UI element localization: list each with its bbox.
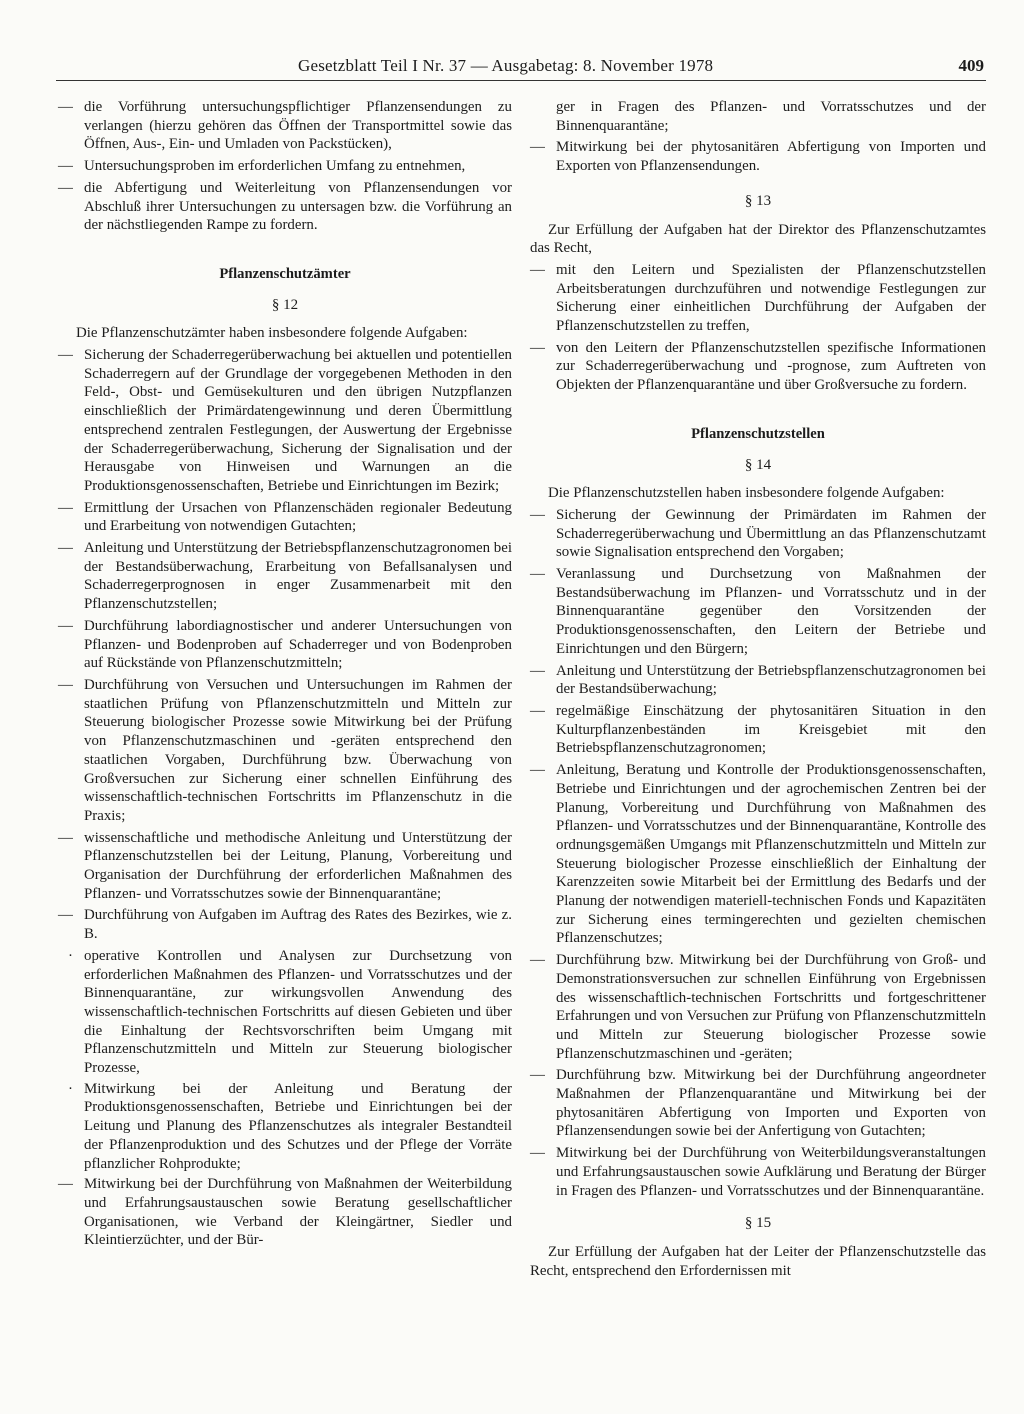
paragraph: Die Pflanzenschutzämter haben insbesondere folgende Aufgaben:	[76, 325, 468, 342]
list-item: — Mitwirkung bei der phytosanitären Abfertigung von Importen und Exporten von Pflanzensendungen.	[530, 139, 986, 175]
list-item: — Sicherung der Gewinnung der Primärdaten im Rahmen der Schaderregerüberwachung und Übermittlung an das Pflanzenschutzamt sowie Signalisation entsprechend den Vorgaben;	[530, 506, 986, 561]
sub-list-item: · Mitwirkung bei der Anleitung und Beratung der Produktionsgenossenschaften, Betriebe und Einrichtungen bei der Leitung und Planung des Pflanzenschutzes als integraler Bestandteil der Pflanzenproduktion und des Schutzes und der Pflege der Vorräte pflanzlicher Rohprodukte;	[68, 1080, 512, 1172]
list-item: — Durchführung bzw. Mitwirkung bei der Durchführung von Groß- und Demonstrationsversuchen zur schnellen Einführung von Ergebnissen des wissenschaftlich-technischen Fortschritts und fortgeschrittener Erfahrungen und von Versuchen zur Prüfung von Pflanzenschutzmitteln und Mitteln zur Steuerung biologischer Prozesse sowie Pflanzenschutzmaschinen und -geräten;	[530, 952, 986, 1062]
page-header	[298, 56, 984, 82]
list-item: — Sicherung der Schaderregerüberwachung bei aktuellen und potentiellen Schaderregern auf der Grundlage der vorgegebenen Methoden in den Feld-, Obst- und Gemüsekulturen und den übrigen Nutzpflanzen einschließlich der Primärdatengewinnung und deren Übermittlung entsprechend zentralen Festlegungen, der Auswertung der Ergebnisse der Schaderregerüberwachung, Sicherung der Signalisation und der Herausgabe von Hinweisen und Warnungen an die Produktionsgenossenschaften, Betriebe und Einrichtungen im Bezirk;	[58, 347, 512, 494]
list-item: — regelmäßige Einschätzung der phytosanitären Situation in den Kulturpflanzenbeständen im Kreisgebiet mit den Betriebspflanzenschutzagronomen;	[530, 702, 986, 757]
continued-text: ger in Fragen des Pflanzen- und Vorratsschutzes und der Binnenquarantäne;	[556, 99, 986, 134]
section-number: § 12	[271, 296, 299, 313]
header-title: Gesetzblatt Teil I Nr. 37 — Ausgabetag: 8. November 1978	[298, 56, 714, 75]
paragraph: Zur Erfüllung der Aufgaben hat der Direktor des Pflanzenschutzamtes das Recht,	[530, 221, 986, 257]
header-rule	[56, 80, 986, 81]
list-item: — wissenschaftliche und methodische Anleitung und Unterstützung der Pflanzenschutzstellen bei der Leitung, Planung, Vorbereitung und Organisation der Durchführung der erforderlichen Maßnahmen des Pflanzen- und Vorratsschutzes sowie der Binnenquarantäne;	[58, 829, 512, 902]
right-column	[530, 98, 986, 1283]
list-item: — Untersuchungsproben im erforderlichen Umfang zu entnehmen,	[58, 158, 466, 175]
page-number: 409	[958, 56, 984, 75]
paragraph: Die Pflanzenschutzstellen haben insbesondere folgende Aufgaben:	[548, 485, 945, 502]
sub-list-item: · operative Kontrollen und Analysen zur Durchsetzung von erforderlichen Maßnahmen des Pflanzen- und Vorratsschutzes und der Binnenquarantäne, zur wirkungsvollen Anwendung des wissenschaftlich-technischen Fortschritts auf diesen Gebieten und über die Einhaltung der Rechtsvorschriften beim Umgang mit Pflanzenschutzmitteln und Mitteln zur Steuerung biologischer Prozesse,	[68, 947, 512, 1077]
list-item: — die Vorführung untersuchungspflichtiger Pflanzensendungen zu verlangen (hierzu gehören das Öffnen der Transportmittel sowie das Öffnen, Aus-, Ein- und Umladen von Packstücken),	[58, 99, 512, 153]
list-item: — Mitwirkung bei der Durchführung von Weiterbildungsveranstaltungen und Erfahrungsaustauschen sowie Aufklärung und Beratung der Bürger in Fragen des Pflanzen- und Vorratsschutzes und der Binnenquarantäne.	[530, 1145, 986, 1199]
list-item: — Ermittlung der Ursachen von Pflanzenschäden regionaler Bedeutung und Erarbeitung von notwendigen Gutachten;	[58, 499, 512, 535]
left-column	[58, 98, 512, 1253]
list-item: — Durchführung von Versuchen und Untersuchungen im Rahmen der staatlichen Prüfung von Pflanzenschutzmitteln und Mitteln zur Steuerung biologischer Prozesse sowie Mitwirkung bei der Prüfung von Pflanzenschutzmaschinen und -geräten entsprechend den staatlichen Vorgaben, Durchführung bzw. Überwachung von Großversuchen zur Sicherung einer schnellen Einführung des wissenschaftlich-technischen Fortschritts im Pflanzenschutz in die Praxis;	[58, 676, 512, 824]
list-item: — die Abfertigung und Weiterleitung von Pflanzensendungen vor Abschluß ihrer Untersuchungen zu untersagen bzw. die Vorführung an der nächstliegenden Rampe zu fordern.	[58, 179, 512, 234]
list-item: — Mitwirkung bei der Durchführung von Maßnahmen der Weiterbildung und Erfahrungsaustauschen sowie Beratung gesellschaftlicher Organisationen, wie Verband der Kleingärtner, Siedler und Kleintierzüchter, und der Bür-	[58, 1176, 512, 1249]
section-number: § 13	[744, 192, 772, 209]
section-number: § 14	[744, 456, 772, 473]
section-heading: Pflanzenschutzämter	[219, 265, 351, 282]
list-item: — Anleitung und Unterstützung der Betriebspflanzenschutzagronomen bei der Bestandsüberwachung;	[530, 662, 986, 698]
section-heading: Pflanzenschutzstellen	[691, 425, 825, 442]
list-item: — Durchführung labordiagnostischer und anderer Untersuchungen von Pflanzen- und Bodenproben auf Schaderreger und von Bodenproben auf Rückstände von Pflanzenschutzmitteln;	[58, 617, 512, 672]
list-item: — Anleitung, Beratung und Kontrolle der Produktionsgenossenschaften, Betriebe und Einrichtungen und der agrochemischen Zentren bei der Planung, Vorbereitung und Durchführung von Maßnahmen des Pflanzen- und Vorratsschutzes und der Binnenquarantäne, Kontrolle des ordnungsgemäßen Umgangs mit Pflanzenschutzmitteln und Mitteln zur Steuerung biologischer Prozesse einschließlich der Einhaltung der Karenzzeiten sowie Mitarbeit bei der Ermittlung des Bedarfs und der Planung der notwendigen materiell-technischen Fonds und Kapazitäten zur Sicherung eines termingerechten und gezielten chemischen Pflanzenschutzes;	[530, 762, 986, 947]
section-number: § 15	[744, 1215, 772, 1232]
list-item: — Durchführung bzw. Mitwirkung bei der Durchführung angeordneter Maßnahmen der Pflanzenquarantäne und Mitwirkung bei der phytosanitären Abfertigung von Importen und Exporten von Pflanzensendungen sowie bei der Anfertigung von Gutachten;	[530, 1067, 986, 1140]
list-item: — Anleitung und Unterstützung der Betriebspflanzenschutzagronomen bei der Bestandsüberwachung, Erarbeitung von Befallsanalysen und Schaderregerprognosen in enger Zusammenarbeit mit den Pflanzenschutzstellen;	[58, 540, 512, 613]
list-item: — Durchführung von Aufgaben im Auftrag des Rates des Bezirkes, wie z. B.	[58, 907, 512, 943]
list-item: — von den Leitern der Pflanzenschutzstellen spezifische Informationen zur Schaderregerüberwachung und -prognose, zum Auftreten von Objekten der Pflanzenquarantäne und über Großversuche zu fordern.	[530, 339, 986, 394]
list-item: — mit den Leitern und Spezialisten der Pflanzenschutzstellen Arbeitsberatungen durchzuführen und notwendige Festlegungen zur Sicherung einer einheitlichen Durchführung der Aufgaben der Pflanzenschutzstellen zu treffen,	[530, 261, 986, 335]
list-item: — Veranlassung und Durchsetzung von Maßnahmen der Bestandsüberwachung im Pflanzen- und Vorratsschutz und in der Binnenquarantäne gegenüber den Vorsitzenden der Produktionsgenossenschaften, den Leitern der Betriebe und Einrichtungen und den Bürgern;	[530, 566, 986, 657]
paragraph: Zur Erfüllung der Aufgaben hat der Leiter der Pflanzenschutzstelle das Recht, entsprechend den Erfordernissen mit	[530, 1243, 986, 1279]
